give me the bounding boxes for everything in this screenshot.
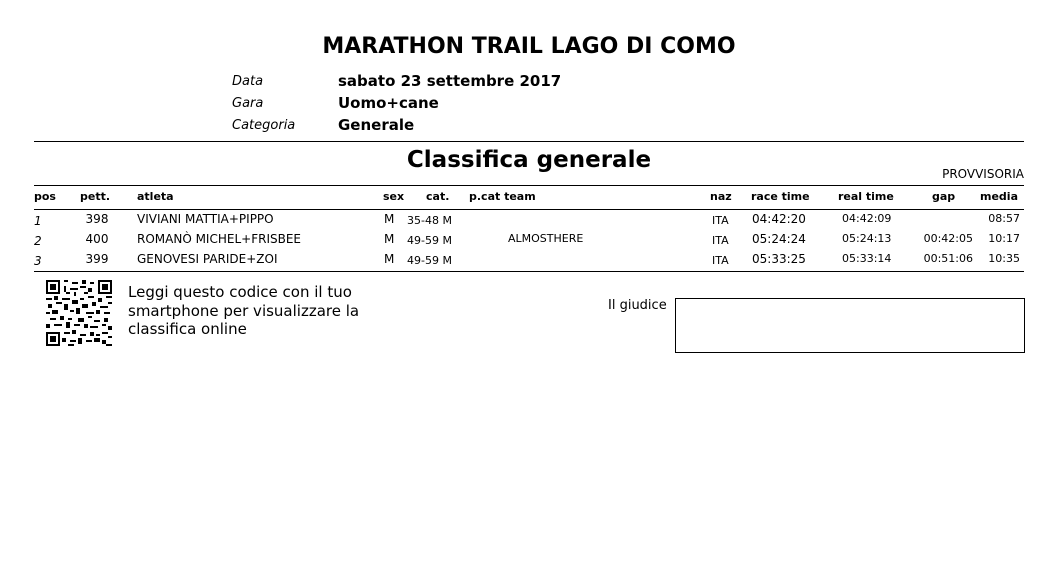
cell-pos: 1 — [34, 214, 42, 228]
cell-pos: 2 — [34, 234, 42, 248]
cell-gap: 00:42:05 — [923, 232, 973, 245]
cell-naz: ITA — [712, 254, 729, 267]
status-label: PROVVISORIA — [942, 167, 1024, 181]
col-header-pett: pett. — [80, 190, 111, 203]
cell-pos: 3 — [34, 254, 42, 268]
cell-real-time: 04:42:09 — [842, 212, 892, 225]
divider-header-bottom — [34, 209, 1024, 210]
cell-media: 08:57 — [988, 212, 1020, 225]
cell-cat: 35-48 M — [407, 214, 452, 227]
cell-atleta: ROMANÒ MICHEL+FRISBEE — [137, 232, 301, 246]
col-header-sex: sex — [383, 190, 405, 203]
meta-label-data: Data — [232, 74, 264, 89]
cell-gap: 00:51:06 — [923, 252, 973, 265]
qr-instructions: Leggi questo codice con il tuo smartphone per visualizzare la classifica online — [128, 283, 360, 338]
cell-media: 10:17 — [988, 232, 1020, 245]
cell-naz: ITA — [712, 234, 729, 247]
col-header-atleta: atleta — [137, 190, 174, 203]
meta-label-gara: Gara — [232, 96, 264, 111]
cell-real-time: 05:24:13 — [842, 232, 892, 245]
cell-sex: M — [384, 252, 395, 266]
cell-real-time: 05:33:14 — [842, 252, 892, 265]
col-header-real-time: real time — [838, 190, 894, 203]
cell-atleta: GENOVESI PARIDE+ZOI — [137, 252, 278, 266]
ranking-title: Classifica generale — [406, 147, 652, 173]
cell-race-time: 04:42:20 — [752, 212, 806, 226]
judge-label: Il giudice — [608, 298, 667, 313]
divider-header-top — [34, 185, 1024, 186]
meta-value-gara: Uomo+cane — [338, 94, 439, 112]
qr-code-icon — [46, 280, 112, 346]
cell-sex: M — [384, 232, 395, 246]
meta-value-data: sabato 23 settembre 2017 — [338, 72, 562, 90]
cell-pett: 400 — [85, 232, 109, 246]
col-header-pos: pos — [34, 190, 56, 203]
col-header-naz: naz — [710, 190, 732, 203]
col-header-pcat-team: p.cat team — [469, 190, 536, 203]
col-header-cat: cat. — [426, 190, 450, 203]
qr-code[interactable] — [46, 280, 112, 346]
page-title: MARATHON TRAIL LAGO DI COMO — [322, 34, 736, 59]
cell-cat: 49-59 M — [407, 234, 452, 247]
cell-naz: ITA — [712, 214, 729, 227]
cell-media: 10:35 — [988, 252, 1020, 265]
col-header-gap: gap — [932, 190, 956, 203]
cell-pett: 398 — [85, 212, 109, 226]
col-header-media: media — [980, 190, 1018, 203]
divider-table-bottom — [34, 271, 1024, 272]
judge-signature-box — [675, 298, 1025, 353]
col-header-race-time: race time — [751, 190, 810, 203]
cell-atleta: VIVIANI MATTIA+PIPPO — [137, 212, 274, 226]
cell-cat: 49-59 M — [407, 254, 452, 267]
cell-race-time: 05:24:24 — [752, 232, 806, 246]
cell-race-time: 05:33:25 — [752, 252, 806, 266]
meta-value-categoria: Generale — [338, 116, 415, 134]
meta-label-categoria: Categoria — [232, 118, 296, 133]
cell-pett: 399 — [85, 252, 109, 266]
divider-top — [34, 141, 1024, 142]
cell-sex: M — [384, 212, 395, 226]
cell-team: ALMOSTHERE — [508, 232, 584, 245]
